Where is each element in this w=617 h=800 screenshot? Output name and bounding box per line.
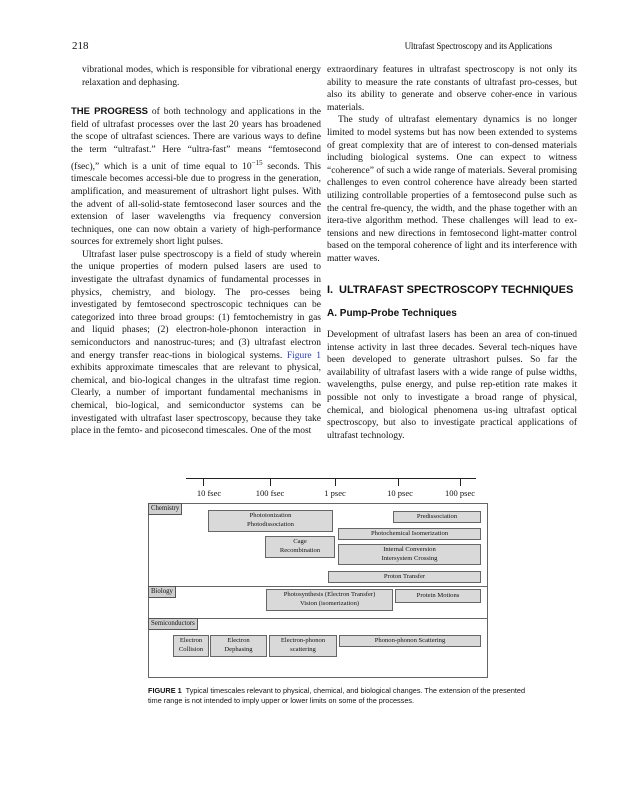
process-label: Cage: [293, 538, 307, 546]
timeline-tick: [335, 478, 336, 486]
right-paragraph-2: Development of ultrafast lasers has been an area of con-tinued intense activity in last three decades. Several tech-niques have been developed to generate ultrashort pulses. So far the availability of ultrafast lasers with a wide range of pulse widths, wavelengths, pulse energy, and pulse rep-etition rate makes it possible not only to investigate a broad range of physical, chemical, and biological phenomena us-ing ultrafast optical spectroscopy, but also to investigate practical applications of ultrafast technology.: [327, 330, 577, 441]
lead-in: THE PROGRESS: [71, 106, 149, 118]
left-column: [71, 64, 321, 438]
left-paragraph-1-text-a: of both technology and applications in the field of ultrafast processes over the last 20 years has broadened the scope of ultrafast sciences. There are various ways to define the term “ultrafast.” Here “ultra-fast” means “femtosecond (fsec),” which is a unit of time equal to 10: [71, 107, 321, 172]
subsection-heading: A. Pump-Probe Techniques: [327, 307, 457, 319]
process-label: Recombination: [279, 547, 321, 554]
section-heading: [327, 284, 577, 296]
process-predissociation: Predissociation: [393, 511, 481, 523]
process-label: Electron-phonon: [280, 637, 326, 645]
process-photosynthesis: [266, 589, 393, 611]
process-label: Vision (isomerization): [299, 600, 360, 607]
process-label: Intersystem Crossing: [381, 554, 438, 562]
timeline-tick: [398, 478, 399, 486]
process-label: Photosynthesis (Electron Transfer): [283, 591, 376, 599]
right-paragraph-0: extraordinary features in ultrafast spectroscopy is not only its ability to measure the rate constants of ultrafast pro-cesses, but also its ability to generate and observe coher-ence in various materials.: [327, 65, 577, 113]
running-head: Ultrafast Spectroscopy and its Applications: [404, 41, 552, 51]
left-paragraph-1-text-b: seconds. This timescale becomes accessi-ble due to progress in the generation, amplification, and measurement of ultrashort light pulses. With the advent of all-solid-state femtosecond laser sources and the extension of laser wavelengths via frequency conversion techniques, one can now obtain a variety of high-performance sources for extremely short light pulses.: [71, 161, 321, 248]
figure-1: [148, 478, 488, 678]
process-cage-recombination: [265, 536, 335, 558]
time-label: 1 psec: [324, 488, 346, 498]
process-label: Photoionization: [249, 512, 292, 520]
left-paragraph-2-text-b: exhibits approximate timescales that are relevant to physical, chemical, and bio-logical changes in the ultrafast time region. Clearly, a number of important fundamental mechanisms in chemical, bio-logical, and semiconductor systems can be investigated with ultrafast laser spectroscopy, because they take place in the femto- and picosecond timescales. One of the most: [71, 363, 321, 437]
section-number: I.: [327, 283, 334, 296]
caption-label: FIGURE 1: [148, 686, 182, 695]
timeline-tick: [270, 478, 271, 486]
process-electron-collision: [173, 635, 209, 657]
process-phonon-phonon-scattering: Phonon-phonon Scattering: [339, 635, 481, 647]
process-protein-motions: Protein Motions: [395, 589, 481, 603]
category-semiconductors: Semiconductors: [148, 618, 198, 630]
left-paragraph-2: [71, 249, 321, 438]
timeline-tick: [203, 478, 204, 486]
process-label: Photodissociation: [247, 521, 294, 528]
time-label: 10 psec: [387, 488, 413, 498]
figure-caption: [148, 686, 530, 706]
time-label: 100 fsec: [255, 488, 285, 498]
timeline-axis: [186, 478, 476, 479]
process-internal-conversion: [338, 544, 481, 565]
process-electron-phonon-scattering: [269, 635, 337, 657]
process-label: scattering: [290, 646, 316, 653]
process-proton-transfer: Proton Transfer: [328, 571, 481, 583]
paragraph-gap: [71, 89, 321, 106]
category-chemistry: Chemistry: [148, 503, 182, 515]
timeline-tick: [460, 478, 461, 486]
process-photoionization: [208, 510, 333, 532]
section-title: ULTRAFAST SPECTROSCOPY TECHNIQUES: [339, 283, 574, 296]
process-label: Collision: [178, 646, 204, 653]
category-biology: Biology: [148, 586, 176, 598]
process-label: Internal Conversion: [383, 545, 436, 553]
process-label: Electron: [227, 637, 250, 645]
right-paragraph-1: The study of ultrafast elementary dynamics is no longer limited to model systems but has now been extended to systems of great complexity that are of interest to con-densed materials including biological systems. One can expect to witness “coherence” of such a wide range of materials. Several promising challenges to even control coherence have already been started utilizing controllable properties of a femtosecond pulse such as the central fre-quency, the width, and the phase together with an itera-tive algorithm method. These challenges will lead to ex-tensions and new directions in femtosecond light-matter control based on the temporal coherence of light and its interference with matter waves.: [327, 115, 577, 264]
right-column: [327, 64, 577, 442]
page-number: 218: [72, 40, 89, 52]
process-label: Electron: [179, 637, 203, 645]
exponent: −15: [251, 158, 263, 167]
caption-text: Typical timescales relevant to physical, chemical, and biological changes. The extension of the presented time range is not intended to imply upper or lower limits on some of the processes.: [148, 686, 526, 705]
figure-1-link[interactable]: Figure 1: [286, 350, 321, 361]
left-paragraph-0: vibrational modes, which is responsible for vibrational energy relaxation and dephasing.: [82, 65, 321, 88]
process-electron-dephasing: [210, 635, 267, 657]
left-paragraph-1: [71, 106, 321, 249]
process-label: Dephasing: [224, 646, 253, 653]
left-paragraph-2-text-a: Ultrafast laser pulse spectroscopy is a field of study wherein the unique properties of modern pulsed lasers are used to investigate the ultrafast dynamics of fundamental processes in physics, chemistry, and biology. The pro-cesses being investigated by femtosecond spectroscopic techniques can be categorized into three broad groups: (1) femtochemistry in gas and liquid phases; (2) electron-hole-phonon interaction in semiconductors and nanostruc-tures; and (3) ultrafast electron and energy transfer reac-tions in biological systems.: [71, 249, 321, 361]
process-photochemical-isomerization: Photochemical Isomerization: [338, 528, 481, 540]
time-label: 10 fsec: [196, 488, 222, 498]
time-label: 100 psec: [445, 488, 475, 498]
